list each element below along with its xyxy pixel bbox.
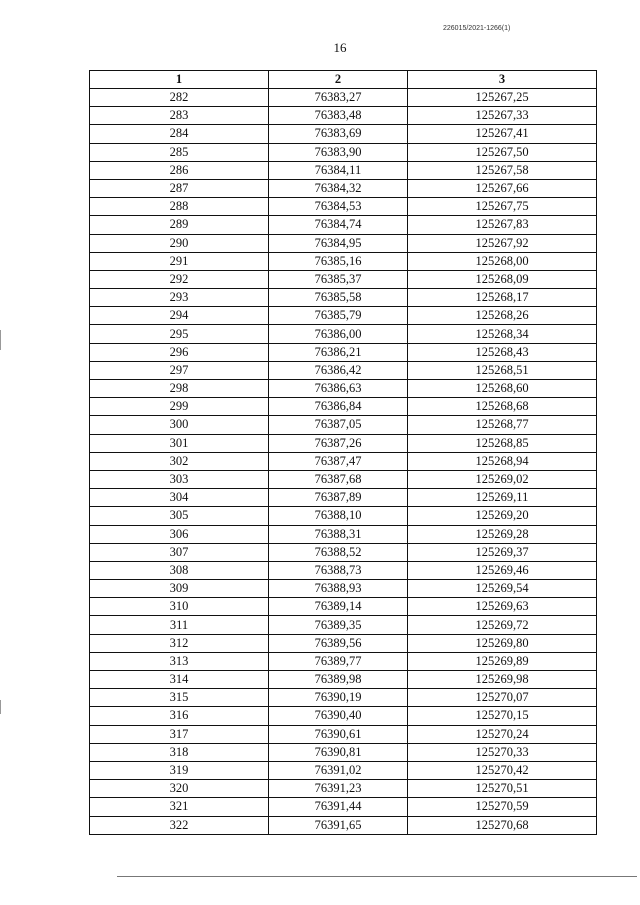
x-coordinate-cell: 76383,48 [269, 107, 408, 125]
table-row [90, 652, 597, 670]
table-row [90, 361, 597, 379]
y-coordinate-cell: 125270,59 [408, 798, 597, 816]
y-coordinate-cell: 125270,42 [408, 761, 597, 779]
x-coordinate-cell: 76387,26 [269, 434, 408, 452]
y-coordinate-cell: 125268,85 [408, 434, 597, 452]
table-row [90, 107, 597, 125]
table-row [90, 671, 597, 689]
x-coordinate-cell: 76383,27 [269, 89, 408, 107]
x-coordinate-cell: 76387,68 [269, 470, 408, 488]
x-coordinate-cell: 76384,32 [269, 179, 408, 197]
x-coordinate-cell: 76391,44 [269, 798, 408, 816]
table-row [90, 561, 597, 579]
x-coordinate-cell: 76388,93 [269, 580, 408, 598]
coordinates-table [89, 70, 597, 835]
table-row [90, 143, 597, 161]
document-id: 226015/2021-1266(1) [443, 25, 511, 32]
y-coordinate-cell: 125268,00 [408, 252, 597, 270]
table-body [90, 89, 597, 835]
table-row [90, 179, 597, 197]
x-coordinate-cell: 76389,77 [269, 652, 408, 670]
y-coordinate-cell: 125268,60 [408, 380, 597, 398]
y-coordinate-cell: 125269,54 [408, 580, 597, 598]
x-coordinate-cell: 76386,00 [269, 325, 408, 343]
table-row [90, 380, 597, 398]
table-row [90, 343, 597, 361]
x-coordinate-cell: 76389,14 [269, 598, 408, 616]
y-coordinate-cell: 125267,33 [408, 107, 597, 125]
table-row [90, 543, 597, 561]
y-coordinate-cell: 125268,94 [408, 452, 597, 470]
x-coordinate-cell: 76385,16 [269, 252, 408, 270]
table-row [90, 743, 597, 761]
column-header-2: 2 [269, 71, 408, 89]
table-row [90, 507, 597, 525]
y-coordinate-cell: 125269,02 [408, 470, 597, 488]
table-row [90, 470, 597, 488]
x-coordinate-cell: 76388,10 [269, 507, 408, 525]
x-coordinate-cell: 76385,79 [269, 307, 408, 325]
table-row [90, 125, 597, 143]
point-number-cell: 300 [90, 416, 269, 434]
point-number-cell: 283 [90, 107, 269, 125]
point-number-cell: 287 [90, 179, 269, 197]
x-coordinate-cell: 76386,21 [269, 343, 408, 361]
table-row [90, 89, 597, 107]
scan-edge-mark [0, 330, 1, 350]
point-number-cell: 305 [90, 507, 269, 525]
x-coordinate-cell: 76385,58 [269, 289, 408, 307]
x-coordinate-cell: 76385,37 [269, 270, 408, 288]
y-coordinate-cell: 125268,68 [408, 398, 597, 416]
table-row [90, 452, 597, 470]
x-coordinate-cell: 76383,90 [269, 143, 408, 161]
y-coordinate-cell: 125269,80 [408, 634, 597, 652]
point-number-cell: 284 [90, 125, 269, 143]
point-number-cell: 313 [90, 652, 269, 670]
x-coordinate-cell: 76389,98 [269, 671, 408, 689]
table-row [90, 198, 597, 216]
x-coordinate-cell: 76387,05 [269, 416, 408, 434]
table-row [90, 816, 597, 834]
table-row [90, 325, 597, 343]
table-row [90, 307, 597, 325]
y-coordinate-cell: 125269,46 [408, 561, 597, 579]
table-row [90, 616, 597, 634]
point-number-cell: 282 [90, 89, 269, 107]
x-coordinate-cell: 76390,81 [269, 743, 408, 761]
table-row [90, 234, 597, 252]
table-row [90, 689, 597, 707]
point-number-cell: 320 [90, 780, 269, 798]
table-row [90, 161, 597, 179]
y-coordinate-cell: 125267,41 [408, 125, 597, 143]
point-number-cell: 295 [90, 325, 269, 343]
x-coordinate-cell: 76390,40 [269, 707, 408, 725]
point-number-cell: 315 [90, 689, 269, 707]
y-coordinate-cell: 125270,07 [408, 689, 597, 707]
y-coordinate-cell: 125268,17 [408, 289, 597, 307]
table-row [90, 216, 597, 234]
y-coordinate-cell: 125268,43 [408, 343, 597, 361]
y-coordinate-cell: 125269,63 [408, 598, 597, 616]
column-header-3: 3 [408, 71, 597, 89]
point-number-cell: 292 [90, 270, 269, 288]
point-number-cell: 302 [90, 452, 269, 470]
x-coordinate-cell: 76390,61 [269, 725, 408, 743]
point-number-cell: 293 [90, 289, 269, 307]
point-number-cell: 289 [90, 216, 269, 234]
table-row [90, 598, 597, 616]
y-coordinate-cell: 125268,09 [408, 270, 597, 288]
x-coordinate-cell: 76390,19 [269, 689, 408, 707]
point-number-cell: 309 [90, 580, 269, 598]
y-coordinate-cell: 125267,83 [408, 216, 597, 234]
table-row [90, 434, 597, 452]
y-coordinate-cell: 125269,72 [408, 616, 597, 634]
x-coordinate-cell: 76391,23 [269, 780, 408, 798]
y-coordinate-cell: 125267,92 [408, 234, 597, 252]
table-row [90, 416, 597, 434]
table-row [90, 634, 597, 652]
point-number-cell: 317 [90, 725, 269, 743]
table-header-row [90, 71, 597, 89]
point-number-cell: 321 [90, 798, 269, 816]
scan-edge-mark [0, 700, 1, 714]
point-number-cell: 291 [90, 252, 269, 270]
x-coordinate-cell: 76389,56 [269, 634, 408, 652]
y-coordinate-cell: 125269,11 [408, 489, 597, 507]
point-number-cell: 298 [90, 380, 269, 398]
y-coordinate-cell: 125270,51 [408, 780, 597, 798]
y-coordinate-cell: 125267,50 [408, 143, 597, 161]
x-coordinate-cell: 76386,42 [269, 361, 408, 379]
x-coordinate-cell: 76384,74 [269, 216, 408, 234]
y-coordinate-cell: 125269,98 [408, 671, 597, 689]
table-row [90, 289, 597, 307]
point-number-cell: 294 [90, 307, 269, 325]
y-coordinate-cell: 125267,58 [408, 161, 597, 179]
x-coordinate-cell: 76383,69 [269, 125, 408, 143]
table-row [90, 398, 597, 416]
x-coordinate-cell: 76387,89 [269, 489, 408, 507]
point-number-cell: 316 [90, 707, 269, 725]
point-number-cell: 306 [90, 525, 269, 543]
column-header-1: 1 [90, 71, 269, 89]
y-coordinate-cell: 125269,37 [408, 543, 597, 561]
table-row [90, 780, 597, 798]
point-number-cell: 314 [90, 671, 269, 689]
point-number-cell: 297 [90, 361, 269, 379]
table-row [90, 252, 597, 270]
y-coordinate-cell: 125269,28 [408, 525, 597, 543]
y-coordinate-cell: 125270,15 [408, 707, 597, 725]
x-coordinate-cell: 76384,11 [269, 161, 408, 179]
y-coordinate-cell: 125270,68 [408, 816, 597, 834]
point-number-cell: 307 [90, 543, 269, 561]
point-number-cell: 312 [90, 634, 269, 652]
x-coordinate-cell: 76388,31 [269, 525, 408, 543]
point-number-cell: 319 [90, 761, 269, 779]
table-row [90, 707, 597, 725]
x-coordinate-cell: 76388,52 [269, 543, 408, 561]
point-number-cell: 318 [90, 743, 269, 761]
table-row [90, 489, 597, 507]
y-coordinate-cell: 125267,25 [408, 89, 597, 107]
table-row [90, 270, 597, 288]
y-coordinate-cell: 125268,51 [408, 361, 597, 379]
point-number-cell: 285 [90, 143, 269, 161]
y-coordinate-cell: 125269,20 [408, 507, 597, 525]
point-number-cell: 308 [90, 561, 269, 579]
y-coordinate-cell: 125270,33 [408, 743, 597, 761]
point-number-cell: 286 [90, 161, 269, 179]
x-coordinate-cell: 76387,47 [269, 452, 408, 470]
point-number-cell: 304 [90, 489, 269, 507]
table-row [90, 525, 597, 543]
point-number-cell: 288 [90, 198, 269, 216]
point-number-cell: 322 [90, 816, 269, 834]
x-coordinate-cell: 76389,35 [269, 616, 408, 634]
y-coordinate-cell: 125267,75 [408, 198, 597, 216]
y-coordinate-cell: 125270,24 [408, 725, 597, 743]
point-number-cell: 290 [90, 234, 269, 252]
table-row [90, 580, 597, 598]
x-coordinate-cell: 76388,73 [269, 561, 408, 579]
point-number-cell: 303 [90, 470, 269, 488]
point-number-cell: 296 [90, 343, 269, 361]
table-row [90, 725, 597, 743]
x-coordinate-cell: 76384,53 [269, 198, 408, 216]
table-row [90, 761, 597, 779]
point-number-cell: 310 [90, 598, 269, 616]
point-number-cell: 299 [90, 398, 269, 416]
page-number: 16 [333, 40, 347, 55]
y-coordinate-cell: 125267,66 [408, 179, 597, 197]
x-coordinate-cell: 76386,84 [269, 398, 408, 416]
x-coordinate-cell: 76391,02 [269, 761, 408, 779]
x-coordinate-cell: 76391,65 [269, 816, 408, 834]
x-coordinate-cell: 76384,95 [269, 234, 408, 252]
point-number-cell: 301 [90, 434, 269, 452]
table-row [90, 798, 597, 816]
bottom-rule [117, 876, 637, 877]
y-coordinate-cell: 125268,77 [408, 416, 597, 434]
y-coordinate-cell: 125268,26 [408, 307, 597, 325]
point-number-cell: 311 [90, 616, 269, 634]
x-coordinate-cell: 76386,63 [269, 380, 408, 398]
y-coordinate-cell: 125268,34 [408, 325, 597, 343]
y-coordinate-cell: 125269,89 [408, 652, 597, 670]
